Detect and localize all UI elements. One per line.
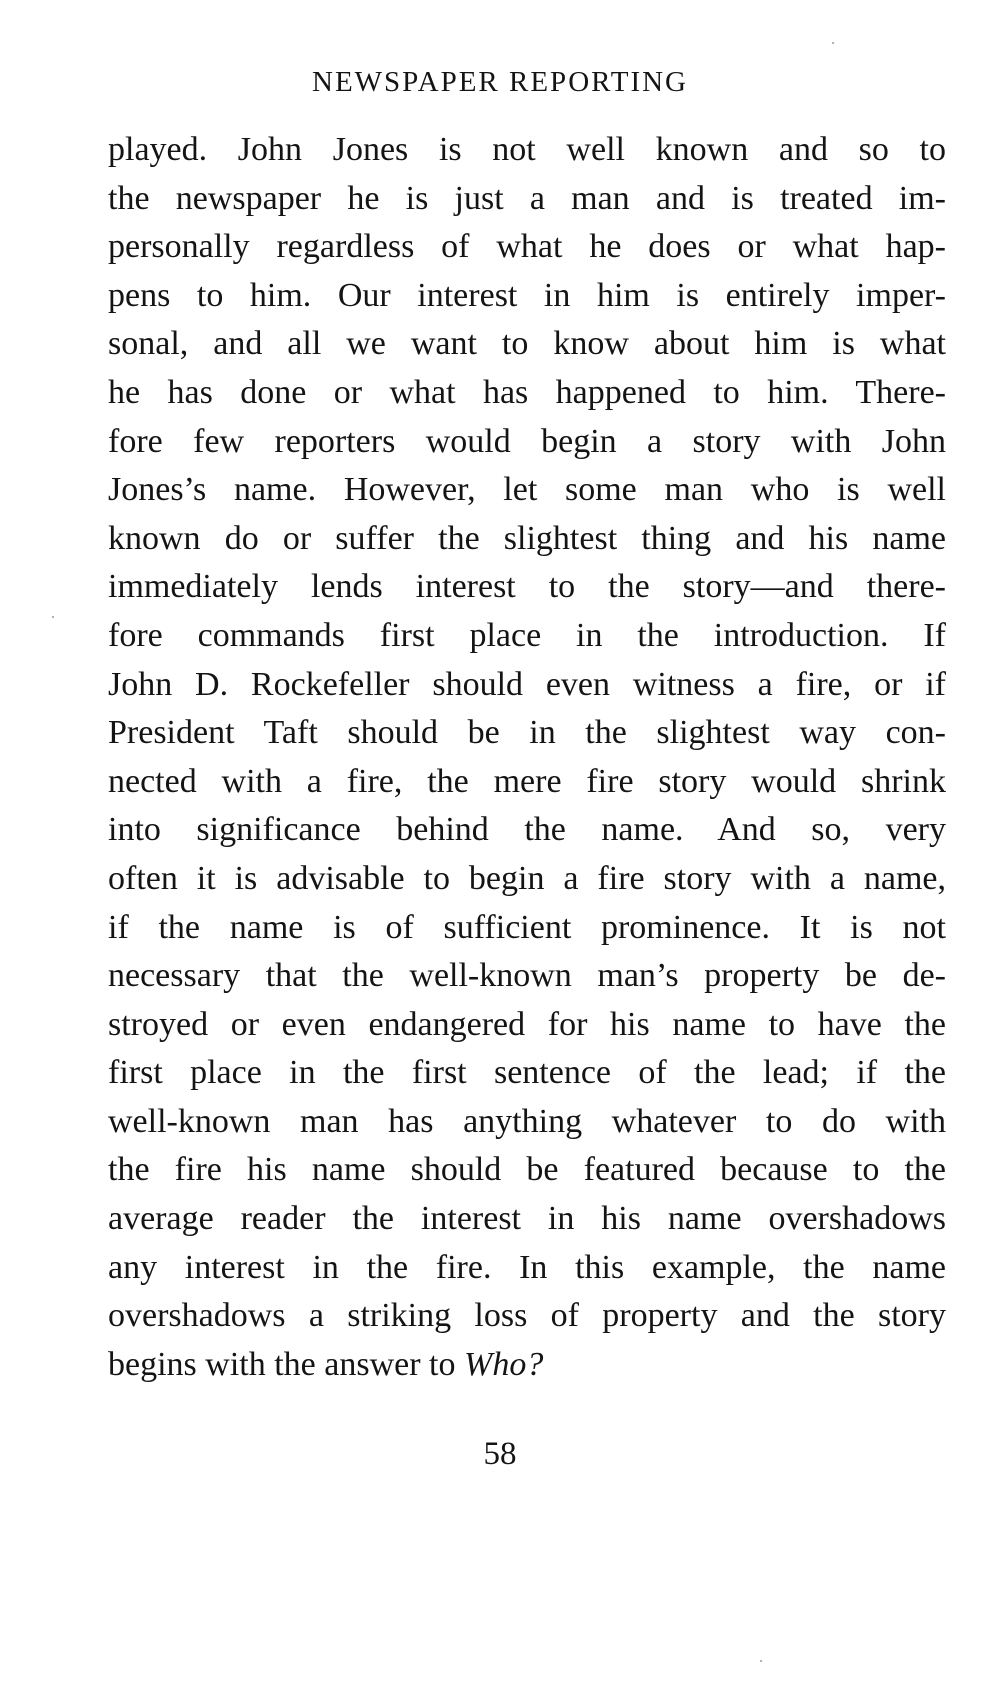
text-line: the newspaper he is just a man and is treated im-	[108, 179, 946, 217]
text-line: sonal, and all we want to know about him is what	[108, 325, 946, 363]
body-text	[108, 126, 946, 1389]
text-line: if the name is of sufficient prominence. It is not	[108, 908, 946, 946]
text-line: stroyed or even endangered for his name to have the	[108, 1005, 946, 1043]
text-line: into significance behind the name. And so, very	[108, 811, 946, 849]
last-text-line	[108, 1341, 946, 1390]
text-line: any interest in the fire. In this example, the name	[108, 1248, 946, 1286]
text-line: played. John Jones is not well known and so to	[108, 131, 946, 168]
text-line: fore few reporters would begin a story with John	[108, 422, 946, 460]
text-line: President Taft should be in the slightest way con-	[108, 714, 946, 752]
text-line: Jones’s name. However, let some man who is well	[108, 471, 946, 509]
text-line: average reader the interest in his name overshadows	[108, 1200, 946, 1238]
text-line: first place in the first sentence of the lead; if the	[108, 1054, 946, 1092]
text-line: John D. Rockefeller should even witness a fire, or if	[108, 665, 946, 703]
text-line: necessary that the well-known man’s property be de-	[108, 957, 946, 995]
text-line: personally regardless of what he does or what hap-	[108, 228, 946, 266]
text-line: nected with a fire, the mere fire story would shrink	[108, 762, 946, 800]
paper-speck	[52, 616, 54, 618]
page-number: 58	[483, 1436, 517, 1472]
text-line: he has done or what has happened to him. There-	[108, 373, 946, 411]
text-line: well-known man has anything whatever to do with	[108, 1102, 946, 1140]
text-line: fore commands first place in the introduction. If	[108, 616, 946, 654]
text-line: known do or suffer the slightest thing and his name	[108, 519, 946, 557]
text-line: the fire his name should be featured because to the	[108, 1151, 946, 1189]
running-head: NEWSPAPER REPORTING	[312, 66, 688, 98]
text-line: overshadows a striking loss of property and the story	[108, 1297, 946, 1335]
text-line: often it is advisable to begin a fire story with a name,	[108, 859, 946, 897]
italic-question: Who?	[464, 1345, 544, 1383]
text-line: immediately lends interest to the story—and there-	[108, 568, 946, 606]
paper-speck	[832, 42, 834, 44]
last-line-text: begins with the answer to	[108, 1345, 464, 1383]
text-line: pens to him. Our interest in him is entirely imper-	[108, 276, 946, 314]
paper-speck	[760, 1660, 762, 1662]
